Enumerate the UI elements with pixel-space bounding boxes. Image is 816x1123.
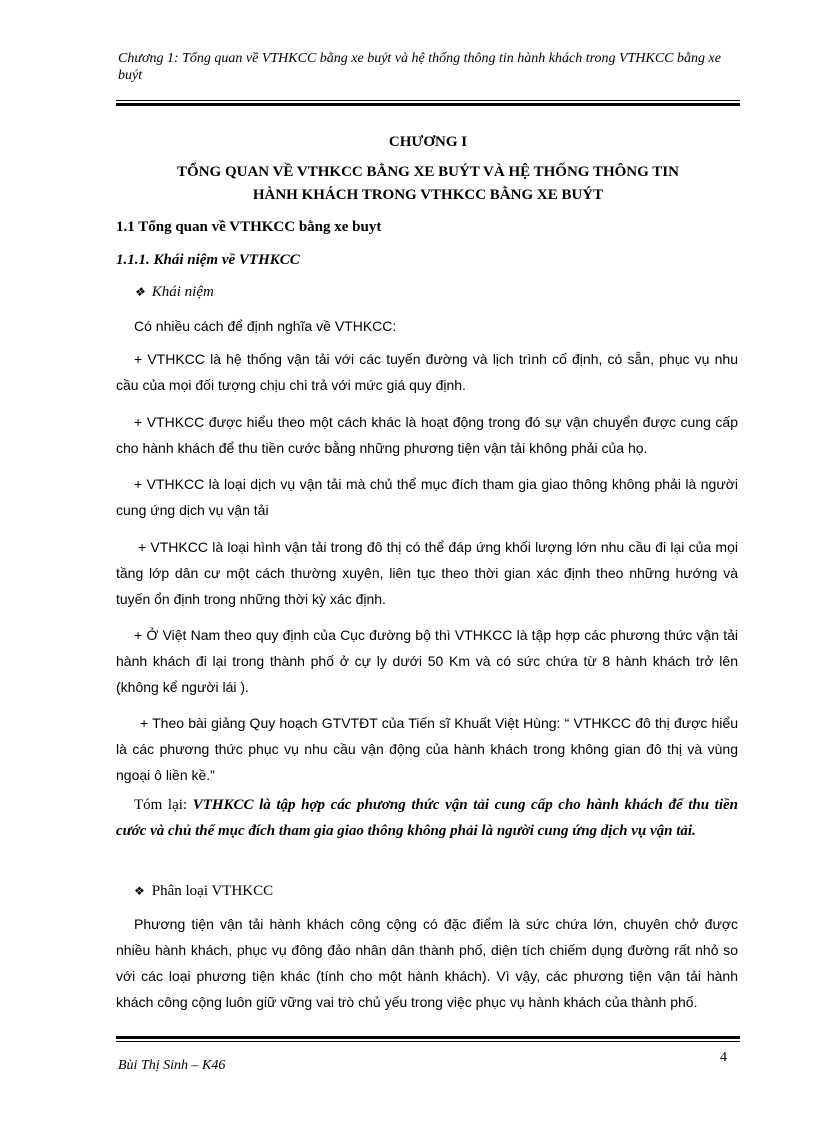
chapter-title-line1: TỔNG QUAN VỀ VTHKCC BẰNG XE BUÝT VÀ HỆ THỐNG THÔNG TIN [177, 164, 679, 180]
diamond-bullet-icon: ❖ [134, 884, 145, 898]
footer-rule-thick [116, 1036, 740, 1039]
classification-paragraph: Phương tiện vận tải hành khách công cộng có đặc điểm là sức chứa lớn, chuyên chở được nhiều hành khách, phục vụ đông đảo nhân dân thành phố, diện tích chiếm dụng đường rất nhỏ so với các loại phương tiện khác (tính cho một hành khách). Vì vậy, các phương tiện vận tải hành khách công cộng luôn giữ vững vai trò chủ yếu trong việc phục vụ hành khách của thành phố. [116, 916, 738, 1010]
bullet-classification [134, 883, 273, 900]
header-rule-thick [116, 103, 740, 106]
bullet-concept [134, 284, 214, 301]
page-number: 4 [720, 1050, 727, 1065]
definition-4: + VTHKCC là loại hình vận tải trong đô thị có thể đáp ứng khối lượng lớn nhu cầu đi lại của mọi tầng lớp dân cư một cách thường xuyên, liên tục theo thời gian xác định theo những hướng và tuyến ổn định trong những thời kỳ xác định. [116, 539, 738, 607]
chapter-label: CHƯƠNG I [388, 134, 468, 150]
header-rule-thin [116, 100, 740, 101]
summary-paragraph [116, 792, 738, 844]
bullet-concept-label: Khái niệm [151, 284, 214, 300]
footer-rule-thin [116, 1041, 740, 1042]
footer-author: Bùi Thị Sinh – K46 [118, 1058, 226, 1073]
running-header: Chương 1: Tổng quan về VTHKCC bằng xe buýt và hệ thống thông tin hành khách trong VTHKCC bằng xe buýt [118, 51, 721, 83]
diamond-bullet-icon: ❖ [134, 285, 145, 299]
definition-6: + Theo bài giảng Quy hoạch GTVTĐT của Tiến sĩ Khuất Việt Hùng: “ VTHKCC đô thị được hiểu là các phương thức phục vụ nhu cầu vận động của hành khách trong không gian đô thị và vùng ngoại ô liền kề.” [116, 715, 738, 783]
definition-1: + VTHKCC là hệ thống vận tải với các tuyến đường và lịch trình cố định, có sẵn, phục vụ nhu cầu của mọi đối tượng chịu chi trả với mức giá quy định. [116, 351, 738, 393]
definition-5: + Ở Việt Nam theo quy định của Cục đường bộ thì VTHKCC là tập hợp các phương thức vận tải hành khách đi lại trong thành phố ở cự ly dưới 50 Km và có sức chứa từ 8 hành khách trở lên (không kể người lái ). [116, 627, 738, 695]
bullet-classification-label: Phân loại VTHKCC [151, 883, 274, 899]
intro-paragraph: Có nhiều cách để định nghĩa về VTHKCC: [134, 318, 397, 334]
definition-3: + VTHKCC là loại dịch vụ vận tải mà chủ thể mục đích tham gia giao thông không phải là người cung ứng dịch vụ vận tải [116, 476, 738, 518]
section-heading-1-1-1: 1.1.1. Khái niệm về VTHKCC [116, 252, 300, 268]
chapter-title-line2: HÀNH KHÁCH TRONG VTHKCC BẰNG XE BUÝT [252, 187, 604, 203]
summary-text: VTHKCC là tập hợp các phương thức vận tải cung cấp cho hành khách để thu tiền cước và chủ thể mục đích tham gia giao thông không phải là người cung ứng dịch vụ vận tải. [116, 797, 738, 839]
section-heading-1-1: 1.1 Tổng quan về VTHKCC bằng xe buyt [116, 219, 382, 235]
summary-lead: Tóm lại: [134, 797, 188, 813]
definition-2: + VTHKCC được hiểu theo một cách khác là hoạt động trong đó sự vận chuyển được cung cấp cho hành khách để thu tiền cước bằng những phương tiện vận tải không phải của họ. [116, 414, 738, 456]
